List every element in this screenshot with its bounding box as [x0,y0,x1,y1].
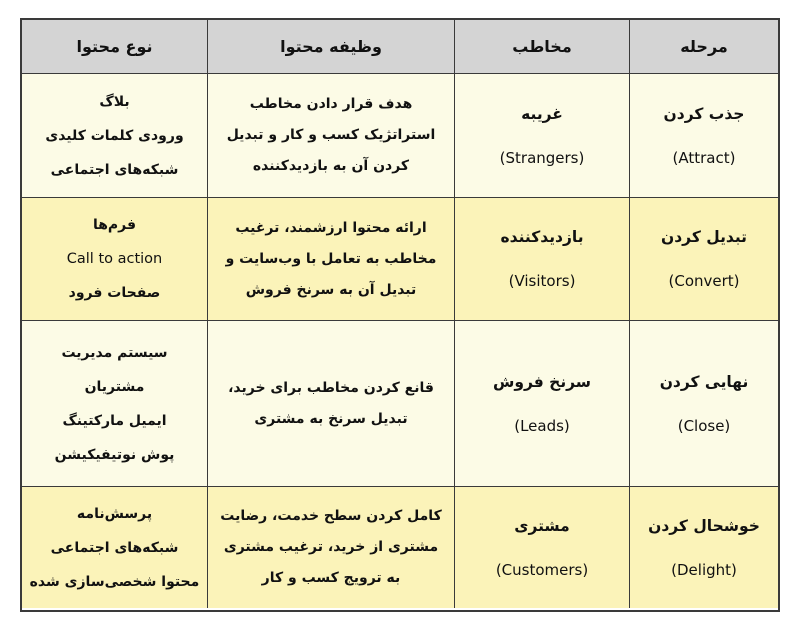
stage-cell [629,198,778,321]
content-type-item: Call to action [66,251,163,267]
function-cell: قانع کردن مخاطب برای خرید، تبدیل سرنخ به مشتری [207,321,454,487]
content-type-cell [22,74,207,198]
audience-label-en: (Visitors) [508,272,576,290]
stage-label: جذب کردن [663,104,745,123]
content-type-item: ورودی کلمات کلیدی [45,127,184,144]
stage-label: نهایی کردن [659,372,749,391]
audience-label: غریبه [521,104,563,123]
content-type-item: شبکه‌های اجتماعی [50,539,179,556]
header-stage: مرحله [629,20,778,74]
audience-cell [454,74,629,198]
function-cell: ارائه محتوا ارزشمند، ترغیب مخاطب به تعامل با وب‌سایت و تبدیل آن به سرنخ فروش [207,198,454,321]
audience-label: بازدیدکننده [500,228,584,246]
audience-label-en: (Customers) [495,560,589,579]
content-type-item: پوش نوتیفیکیشن [54,446,175,463]
content-type-item: پرسش‌نامه [76,505,153,522]
audience-label-en: (Strangers) [499,148,585,167]
content-type-item: مشتریان [84,378,145,395]
content-type-item: صفحات فرود [68,285,161,301]
stage-label: خوشحال کردن [648,516,760,535]
content-type-item: بلاگ [99,93,130,110]
stage-cell [629,74,778,198]
header-function: وظیفه محتوا [207,20,454,74]
stage-label-en: (Close) [677,416,731,435]
audience-cell [454,321,629,487]
content-type-cell [22,321,207,487]
content-type-item: سیستم مدیریت [61,344,168,361]
stage-label-en: (Convert) [668,272,740,290]
audience-label-en: (Leads) [514,416,570,435]
content-type-item: فرم‌ها [92,217,137,233]
stage-cell [629,321,778,487]
audience-label: مشتری [514,516,570,535]
content-type-item: محتوا شخصی‌سازی شده [29,573,200,590]
audience-cell [454,487,629,608]
stage-cell [629,487,778,608]
stage-label: تبدیل کردن [661,228,747,246]
header-content-type: نوع محتوا [22,20,207,74]
stage-label-en: (Attract) [672,148,736,167]
stage-label-en: (Delight) [671,560,737,579]
content-strategy-table [20,18,780,612]
content-type-item: شبکه‌های اجتماعی [50,161,179,178]
function-cell: کامل کردن سطح خدمت، رضایت مشتری از خرید، ترغیب مشتری به ترویج کسب و کار [207,487,454,608]
content-type-item: ایمیل مارکتینگ [62,412,167,429]
content-type-cell [22,487,207,608]
audience-cell [454,198,629,321]
audience-label: سرنخ فروش [492,372,592,391]
function-cell: هدف قرار دادن مخاطب استراتژیک کسب و کار و تبدیل کردن آن به بازدیدکننده [207,74,454,198]
header-audience: مخاطب [454,20,629,74]
content-type-cell [22,198,207,321]
